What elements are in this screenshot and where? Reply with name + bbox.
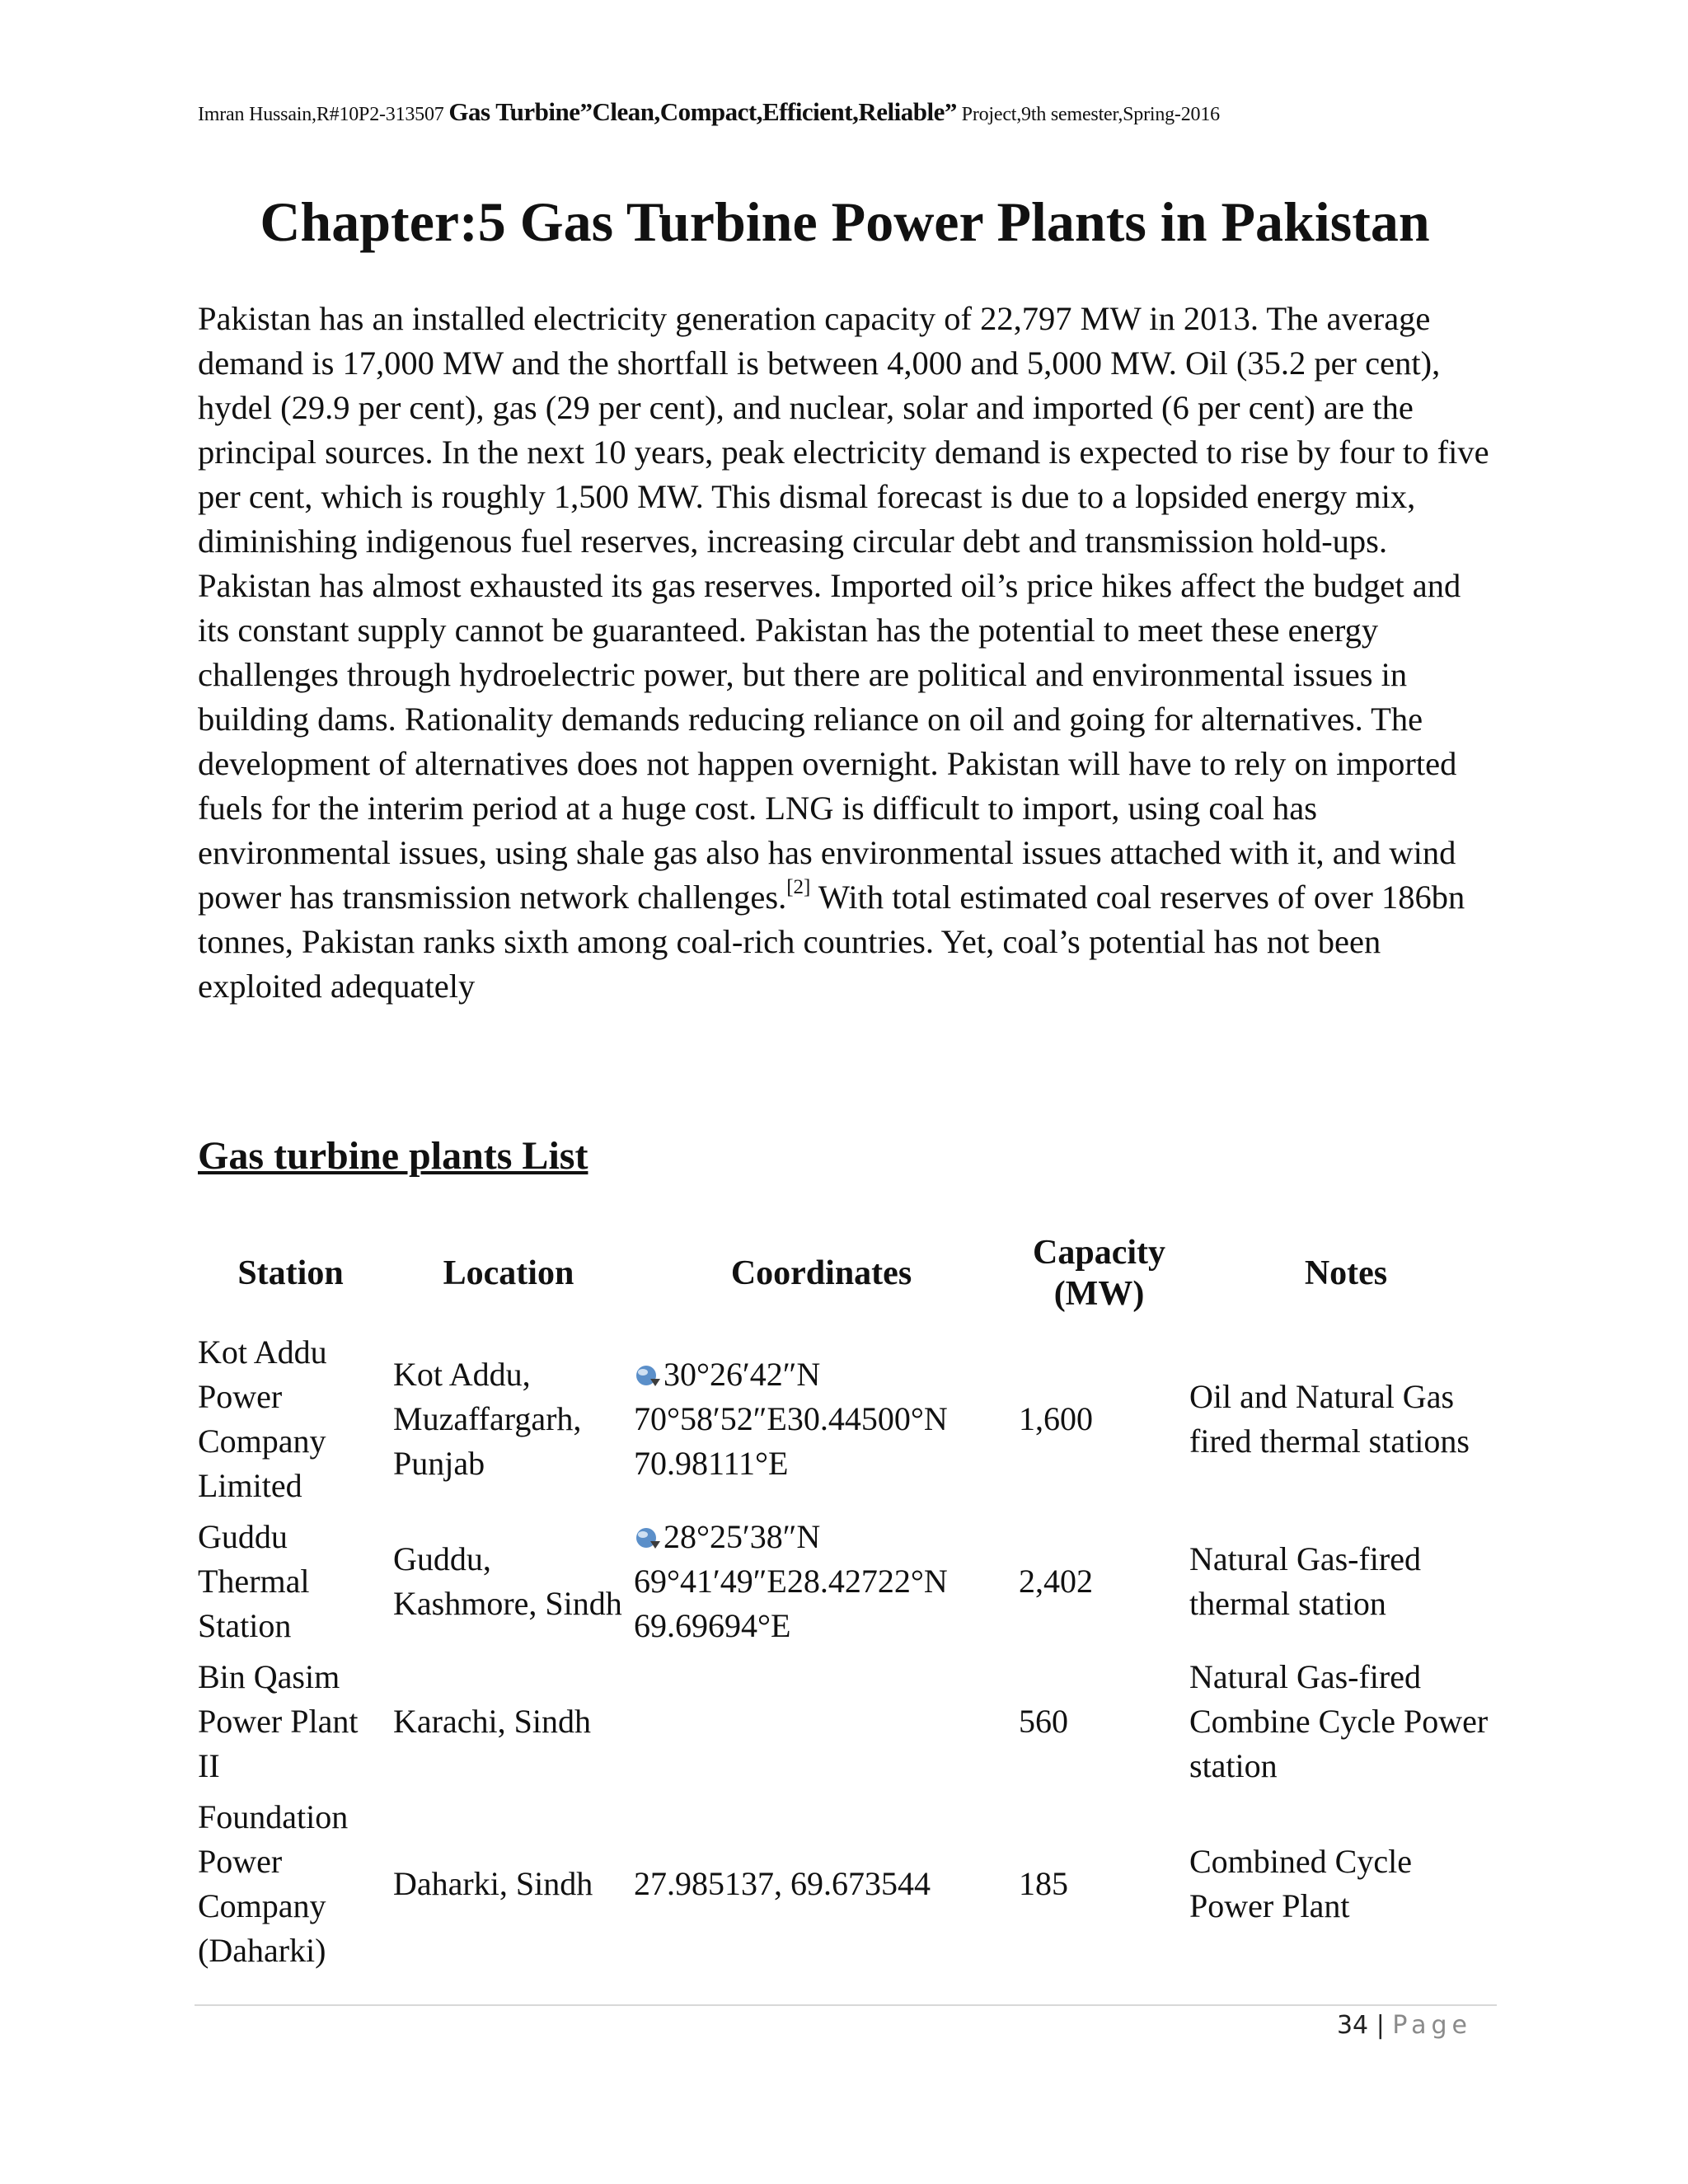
header-location: Location — [443, 1254, 574, 1292]
page-label: Page — [1392, 2011, 1472, 2040]
header-author: Imran Hussain,R#10P2-313507 — [198, 104, 444, 125]
cell-location: Karachi, Sindh — [393, 1703, 591, 1740]
cell-location: Kot Addu, Muzaffargarh, Punjab — [393, 1356, 582, 1482]
cell-notes: Natural Gas-fired thermal station — [1189, 1540, 1421, 1622]
cell-capacity: 560 — [1019, 1703, 1068, 1740]
reference-link[interactable]: [2] — [786, 875, 811, 898]
table-header-row — [193, 1220, 1507, 1327]
page-number: 34 — [1336, 2011, 1369, 2040]
header-title: Gas Turbine”Clean,Compact,Efficient,Reliable” — [448, 97, 957, 126]
running-header — [198, 97, 1500, 127]
cell-location: Daharki, Sindh — [393, 1865, 593, 1902]
coordinates-text[interactable]: 30°26′42″N 70°58′52″E30.44500°N 70.98111°E — [634, 1356, 948, 1482]
header-coordinates: Coordinates — [730, 1254, 912, 1292]
header-capacity: Capacity (MW) — [1033, 1234, 1165, 1313]
cell-notes: Oil and Natural Gas fired thermal stations — [1189, 1378, 1470, 1460]
cell-coordinates — [629, 1511, 1014, 1652]
globe-icon[interactable] — [634, 1526, 662, 1551]
cell-station: Bin Qasim Power Plant II — [198, 1658, 359, 1784]
cell-station: Guddu Thermal Station — [198, 1518, 310, 1644]
cell-capacity: 1,600 — [1019, 1400, 1093, 1437]
body-paragraph — [198, 297, 1492, 1009]
cell-coordinates: 27.985137, 69.673544 — [634, 1865, 931, 1902]
coordinates-text[interactable]: 28°25′38″N 69°41′49″E28.42722°N 69.69694°E — [634, 1518, 948, 1644]
cell-capacity: 185 — [1019, 1865, 1068, 1902]
cell-station: Foundation Power Company (Daharki) — [198, 1798, 349, 1969]
plants-table — [193, 1220, 1507, 1976]
cell-capacity: 2,402 — [1019, 1563, 1093, 1600]
cell-location: Guddu, Kashmore, Sindh — [393, 1540, 622, 1622]
section-title: Gas turbine plants List — [198, 1134, 588, 1178]
globe-icon[interactable] — [634, 1364, 662, 1389]
page-footer — [1337, 2011, 1472, 2040]
footer-divider — [195, 2004, 1497, 2006]
header-project: Project,9th semester,Spring-2016 — [961, 104, 1220, 125]
body-text-part-2: With total estimated coal reserves of over 186bn tonnes, Pakistan ranks sixth among coal-rich countries. Yet, coal’s potential has not been exploited adequately — [198, 879, 1465, 1005]
header-station: Station — [237, 1254, 344, 1292]
table-row — [193, 1327, 1507, 1511]
cell-coordinates — [629, 1327, 1014, 1511]
cell-notes: Natural Gas-fired Combine Cycle Power station — [1189, 1658, 1489, 1784]
cell-coordinates — [629, 1652, 1014, 1792]
table-row — [193, 1511, 1507, 1652]
page-separator: | — [1376, 2011, 1385, 2040]
cell-notes: Combined Cycle Power Plant — [1189, 1843, 1412, 1924]
table-row — [193, 1792, 1507, 1976]
cell-station: Kot Addu Power Company Limited — [198, 1333, 327, 1504]
header-notes: Notes — [1304, 1254, 1388, 1292]
table-row — [193, 1652, 1507, 1792]
body-text-part-1: Pakistan has an installed electricity generation capacity of 22,797 MW in 2013. The average demand is 17,000 MW and the shortfall is between 4,000 and 5,000 MW. Oil (35.2 per cent), hydel (29.9 per cent), gas (29 per cent), and nuclear, solar and imported (6 per cent) are the principal sources. In the next 10 years, peak electricity demand is expected to rise by four to five per cent, which is roughly 1,500 MW. This dismal forecast is due to a lopsided energy mix, diminishing indigenous fuel reserves, increasing circular debt and transmission hold-ups. Pakistan has almost exhausted its gas reserves. Imported oil’s price hikes affect the budget and its constant supply cannot be guaranteed. Pakistan has the potential to meet these energy challenges through hydroelectric power, but there are political and environmental issues in building dams. Rationality demands reducing reliance on oil and going for alternatives. The development of alternatives does not happen overnight. Pakistan will have to rely on imported fuels for the interim period at a huge cost. LNG is difficult to import, using coal has environmental issues, using shale gas also has environmental issues attached with it, and wind power has transmission network challenges. — [198, 300, 1489, 916]
chapter-title: Chapter:5 Gas Turbine Power Plants in Pakistan — [260, 190, 1430, 253]
